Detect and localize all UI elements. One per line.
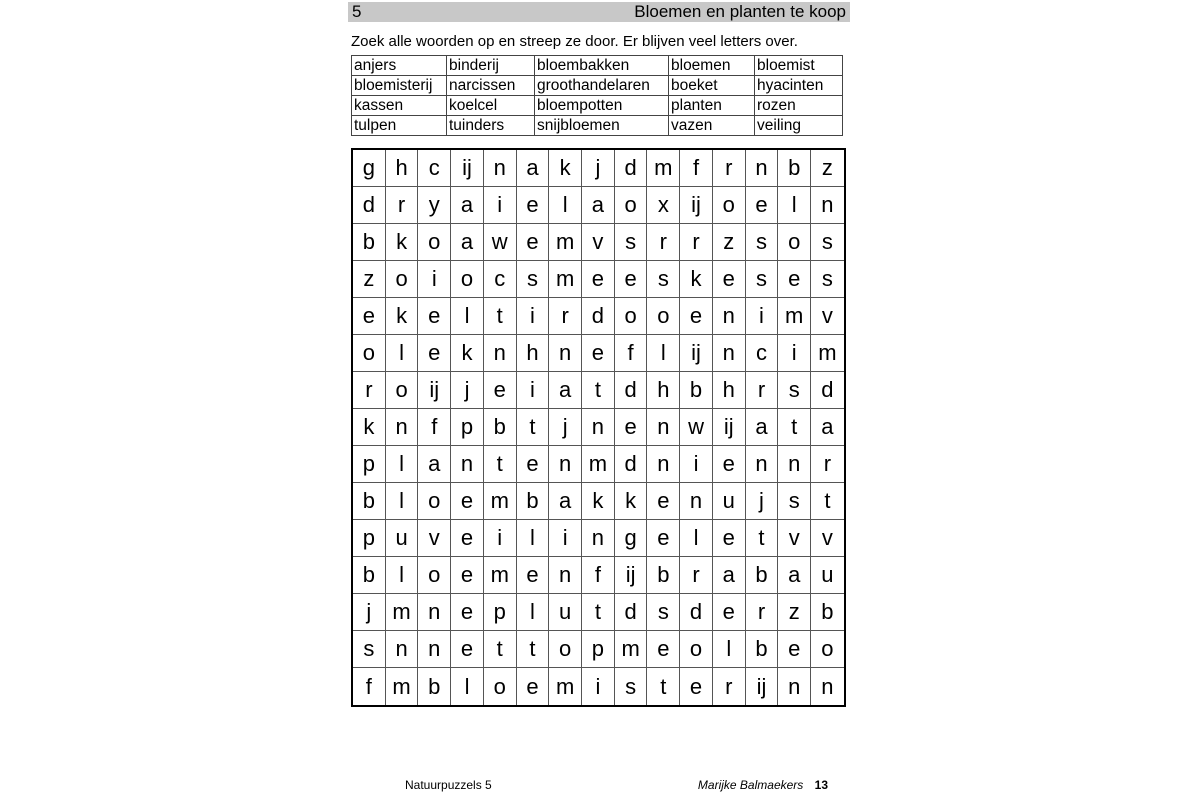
grid-cell: u	[549, 594, 582, 631]
grid-cell: m	[386, 668, 419, 705]
grid-cell: k	[680, 261, 713, 298]
grid-cell: f	[353, 668, 386, 705]
grid-cell: e	[484, 372, 517, 409]
grid-cell: a	[811, 409, 844, 446]
grid-cell: r	[746, 594, 779, 631]
word-list-row	[352, 76, 843, 96]
grid-cell: s	[778, 372, 811, 409]
grid-cell: a	[746, 409, 779, 446]
grid-cell: a	[549, 372, 582, 409]
grid-cell: b	[746, 557, 779, 594]
grid-cell: ij	[451, 150, 484, 187]
grid-cell: ij	[746, 668, 779, 705]
grid-cell: e	[451, 483, 484, 520]
word-list-row	[352, 56, 843, 76]
grid-cell: e	[713, 446, 746, 483]
grid-cell: o	[615, 187, 648, 224]
grid-cell: o	[484, 668, 517, 705]
grid-cell: m	[549, 668, 582, 705]
grid-cell: ij	[713, 409, 746, 446]
word-list-table	[351, 55, 843, 136]
word-list-item: koelcel	[447, 96, 535, 116]
grid-cell: t	[582, 594, 615, 631]
grid-cell: o	[778, 224, 811, 261]
grid-cell: e	[451, 631, 484, 668]
grid-cell: s	[746, 224, 779, 261]
grid-cell: k	[615, 483, 648, 520]
grid-cell: m	[582, 446, 615, 483]
grid-cell: o	[386, 372, 419, 409]
grid-cell: n	[582, 520, 615, 557]
grid-cell: n	[713, 335, 746, 372]
word-list-item: bloembakken	[535, 56, 669, 76]
grid-cell: t	[746, 520, 779, 557]
grid-cell: p	[451, 409, 484, 446]
grid-cell: n	[484, 335, 517, 372]
grid-cell: a	[451, 187, 484, 224]
grid-cell: n	[418, 631, 451, 668]
page-number: 13	[814, 778, 828, 792]
grid-cell: m	[386, 594, 419, 631]
word-list-item: bloemisterij	[352, 76, 447, 96]
grid-cell: j	[451, 372, 484, 409]
grid-cell: o	[418, 224, 451, 261]
grid-cell: n	[680, 483, 713, 520]
grid-cell: n	[484, 150, 517, 187]
grid-cell: s	[647, 594, 680, 631]
grid-cell: v	[778, 520, 811, 557]
grid-cell: b	[680, 372, 713, 409]
grid-cell: b	[811, 594, 844, 631]
word-list-item: boeket	[669, 76, 755, 96]
grid-cell: h	[647, 372, 680, 409]
word-list-row	[352, 96, 843, 116]
grid-cell: n	[549, 335, 582, 372]
grid-cell: h	[386, 150, 419, 187]
grid-cell: r	[811, 446, 844, 483]
grid-cell: a	[517, 150, 550, 187]
grid-cell: e	[615, 261, 648, 298]
grid-cell: x	[647, 187, 680, 224]
grid-cell: r	[353, 372, 386, 409]
word-list-item: binderij	[447, 56, 535, 76]
grid-cell: z	[353, 261, 386, 298]
grid-cell: m	[484, 483, 517, 520]
grid-cell: o	[386, 261, 419, 298]
grid-cell: m	[647, 150, 680, 187]
grid-cell: b	[353, 557, 386, 594]
instructions-text: Zoek alle woorden op en streep ze door. Er blijven veel letters over.	[351, 33, 798, 50]
grid-cell: n	[647, 446, 680, 483]
grid-cell: i	[517, 372, 550, 409]
grid-cell: a	[713, 557, 746, 594]
grid-cell: s	[517, 261, 550, 298]
grid-cell: b	[353, 224, 386, 261]
grid-cell: e	[713, 520, 746, 557]
grid-cell: k	[451, 335, 484, 372]
grid-cell: e	[746, 187, 779, 224]
grid-cell: k	[353, 409, 386, 446]
grid-cell: i	[746, 298, 779, 335]
grid-cell: s	[778, 483, 811, 520]
word-list-item: planten	[669, 96, 755, 116]
grid-cell: k	[582, 483, 615, 520]
grid-cell: m	[778, 298, 811, 335]
grid-cell: s	[615, 224, 648, 261]
grid-cell: d	[680, 594, 713, 631]
grid-cell: i	[680, 446, 713, 483]
grid-cell: d	[582, 298, 615, 335]
grid-cell: k	[386, 298, 419, 335]
grid-cell: e	[647, 483, 680, 520]
grid-cell: e	[778, 261, 811, 298]
grid-cell: i	[484, 187, 517, 224]
grid-cell: v	[418, 520, 451, 557]
grid-cell: u	[386, 520, 419, 557]
word-list-item: bloemen	[669, 56, 755, 76]
grid-cell: p	[582, 631, 615, 668]
grid-cell: b	[517, 483, 550, 520]
grid-cell: l	[517, 594, 550, 631]
grid-cell: c	[746, 335, 779, 372]
grid-cell: ij	[680, 335, 713, 372]
grid-cell: n	[746, 150, 779, 187]
grid-cell: n	[713, 298, 746, 335]
grid-cell: e	[517, 446, 550, 483]
grid-cell: b	[778, 150, 811, 187]
grid-cell: e	[778, 631, 811, 668]
grid-cell: n	[549, 446, 582, 483]
grid-cell: s	[811, 261, 844, 298]
grid-cell: e	[680, 668, 713, 705]
grid-cell: d	[353, 187, 386, 224]
grid-cell: b	[484, 409, 517, 446]
grid-cell: n	[386, 631, 419, 668]
grid-cell: e	[647, 631, 680, 668]
grid-cell: b	[647, 557, 680, 594]
grid-cell: t	[484, 298, 517, 335]
grid-cell: l	[451, 668, 484, 705]
grid-cell: n	[746, 446, 779, 483]
grid-cell: b	[418, 668, 451, 705]
grid-cell: k	[386, 224, 419, 261]
grid-cell: t	[647, 668, 680, 705]
grid-cell: l	[713, 631, 746, 668]
grid-cell: t	[484, 446, 517, 483]
grid-cell: e	[451, 594, 484, 631]
grid-cell: s	[615, 668, 648, 705]
word-list-item: veiling	[755, 116, 843, 136]
grid-cell: l	[517, 520, 550, 557]
grid-cell: k	[549, 150, 582, 187]
word-list-item: bloempotten	[535, 96, 669, 116]
grid-cell: w	[680, 409, 713, 446]
grid-cell: d	[615, 446, 648, 483]
grid-cell: r	[746, 372, 779, 409]
grid-cell: i	[778, 335, 811, 372]
grid-cell: e	[418, 298, 451, 335]
grid-cell: o	[451, 261, 484, 298]
grid-cell: l	[778, 187, 811, 224]
grid-cell: d	[811, 372, 844, 409]
grid-cell: o	[811, 631, 844, 668]
grid-cell: m	[615, 631, 648, 668]
grid-cell: v	[811, 298, 844, 335]
grid-cell: e	[517, 187, 550, 224]
grid-cell: r	[680, 557, 713, 594]
grid-cell: u	[811, 557, 844, 594]
grid-cell: v	[811, 520, 844, 557]
grid-cell: ij	[615, 557, 648, 594]
grid-cell: v	[582, 224, 615, 261]
grid-cell: f	[680, 150, 713, 187]
grid-cell: j	[549, 409, 582, 446]
grid-cell: a	[582, 187, 615, 224]
grid-cell: m	[549, 224, 582, 261]
grid-cell: p	[353, 520, 386, 557]
footer-author: Marijke Balmaekers	[697, 778, 804, 792]
grid-cell: r	[549, 298, 582, 335]
grid-cell: m	[484, 557, 517, 594]
grid-cell: a	[549, 483, 582, 520]
grid-cell: e	[680, 298, 713, 335]
grid-cell: j	[746, 483, 779, 520]
letter-grid	[351, 148, 846, 707]
grid-cell: c	[418, 150, 451, 187]
word-list-item: tuinders	[447, 116, 535, 136]
word-list-item: groothandelaren	[535, 76, 669, 96]
grid-cell: l	[386, 483, 419, 520]
grid-cell: a	[418, 446, 451, 483]
word-list-item: snijbloemen	[535, 116, 669, 136]
grid-cell: l	[386, 446, 419, 483]
grid-cell: o	[549, 631, 582, 668]
grid-cell: i	[582, 668, 615, 705]
grid-cell: l	[451, 298, 484, 335]
word-list-item: tulpen	[352, 116, 447, 136]
grid-cell: e	[517, 668, 550, 705]
grid-cell: h	[713, 372, 746, 409]
grid-cell: a	[451, 224, 484, 261]
grid-cell: l	[680, 520, 713, 557]
grid-cell: i	[517, 298, 550, 335]
grid-cell: e	[713, 261, 746, 298]
grid-cell: d	[615, 150, 648, 187]
grid-cell: f	[418, 409, 451, 446]
grid-cell: e	[353, 298, 386, 335]
grid-cell: n	[778, 446, 811, 483]
grid-cell: f	[615, 335, 648, 372]
grid-cell: r	[713, 668, 746, 705]
grid-cell: u	[713, 483, 746, 520]
word-list-item: kassen	[352, 96, 447, 116]
grid-cell: g	[353, 150, 386, 187]
grid-cell: l	[647, 335, 680, 372]
puzzle-title: Bloemen en planten te koop	[634, 2, 846, 21]
grid-cell: c	[484, 261, 517, 298]
grid-cell: i	[418, 261, 451, 298]
grid-cell: y	[418, 187, 451, 224]
word-list-item: anjers	[352, 56, 447, 76]
grid-cell: b	[746, 631, 779, 668]
grid-cell: i	[484, 520, 517, 557]
grid-cell: g	[615, 520, 648, 557]
grid-cell: r	[713, 150, 746, 187]
grid-cell: p	[484, 594, 517, 631]
grid-cell: n	[811, 187, 844, 224]
grid-cell: e	[451, 557, 484, 594]
puzzle-number: 5	[352, 2, 362, 21]
word-list-item: vazen	[669, 116, 755, 136]
grid-cell: t	[517, 631, 550, 668]
grid-cell: e	[451, 520, 484, 557]
grid-cell: l	[386, 335, 419, 372]
grid-cell: o	[713, 187, 746, 224]
grid-cell: n	[549, 557, 582, 594]
footer-book-title: Natuurpuzzels 5	[405, 778, 492, 792]
grid-cell: t	[484, 631, 517, 668]
grid-cell: e	[582, 261, 615, 298]
grid-cell: l	[386, 557, 419, 594]
grid-cell: l	[549, 187, 582, 224]
footer-right	[698, 778, 828, 792]
grid-cell: n	[647, 409, 680, 446]
grid-cell: n	[386, 409, 419, 446]
grid-cell: z	[713, 224, 746, 261]
grid-cell: m	[549, 261, 582, 298]
grid-cell: d	[615, 594, 648, 631]
grid-cell: e	[517, 224, 550, 261]
grid-cell: o	[615, 298, 648, 335]
grid-cell: r	[680, 224, 713, 261]
grid-cell: p	[353, 446, 386, 483]
grid-cell: z	[778, 594, 811, 631]
grid-cell: r	[386, 187, 419, 224]
grid-cell: e	[582, 335, 615, 372]
grid-cell: e	[418, 335, 451, 372]
word-list-item: rozen	[755, 96, 843, 116]
grid-cell: z	[811, 150, 844, 187]
grid-cell: o	[418, 557, 451, 594]
grid-cell: d	[615, 372, 648, 409]
grid-cell: e	[647, 520, 680, 557]
word-list-item: bloemist	[755, 56, 843, 76]
grid-cell: b	[353, 483, 386, 520]
grid-cell: j	[582, 150, 615, 187]
grid-cell: n	[582, 409, 615, 446]
word-list-item: narcissen	[447, 76, 535, 96]
grid-cell: t	[778, 409, 811, 446]
grid-cell: a	[778, 557, 811, 594]
grid-cell: o	[680, 631, 713, 668]
grid-cell: s	[811, 224, 844, 261]
grid-cell: i	[549, 520, 582, 557]
grid-cell: t	[517, 409, 550, 446]
grid-cell: n	[821, 673, 834, 699]
grid-cell: s	[647, 261, 680, 298]
grid-cell: n	[451, 446, 484, 483]
grid-cell: t	[811, 483, 844, 520]
grid-cell: ij	[680, 187, 713, 224]
grid-cell: o	[647, 298, 680, 335]
grid-cell: o	[418, 483, 451, 520]
grid-cell: f	[582, 557, 615, 594]
grid-cell: e	[713, 594, 746, 631]
grid-cell: s	[353, 631, 386, 668]
grid-cell: o	[353, 335, 386, 372]
grid-cell: j	[353, 594, 386, 631]
grid-cell: n	[778, 668, 811, 705]
grid-cell: w	[484, 224, 517, 261]
grid-cell: s	[746, 261, 779, 298]
grid-cell: m	[811, 335, 844, 372]
grid-cell: r	[647, 224, 680, 261]
word-list-row	[352, 116, 843, 136]
grid-cell: n	[418, 594, 451, 631]
grid-cell: h	[517, 335, 550, 372]
grid-cell: ij	[418, 372, 451, 409]
word-list-item: hyacinten	[755, 76, 843, 96]
grid-cell: e	[517, 557, 550, 594]
page-header	[348, 2, 850, 22]
grid-cell: e	[615, 409, 648, 446]
grid-cell: t	[582, 372, 615, 409]
